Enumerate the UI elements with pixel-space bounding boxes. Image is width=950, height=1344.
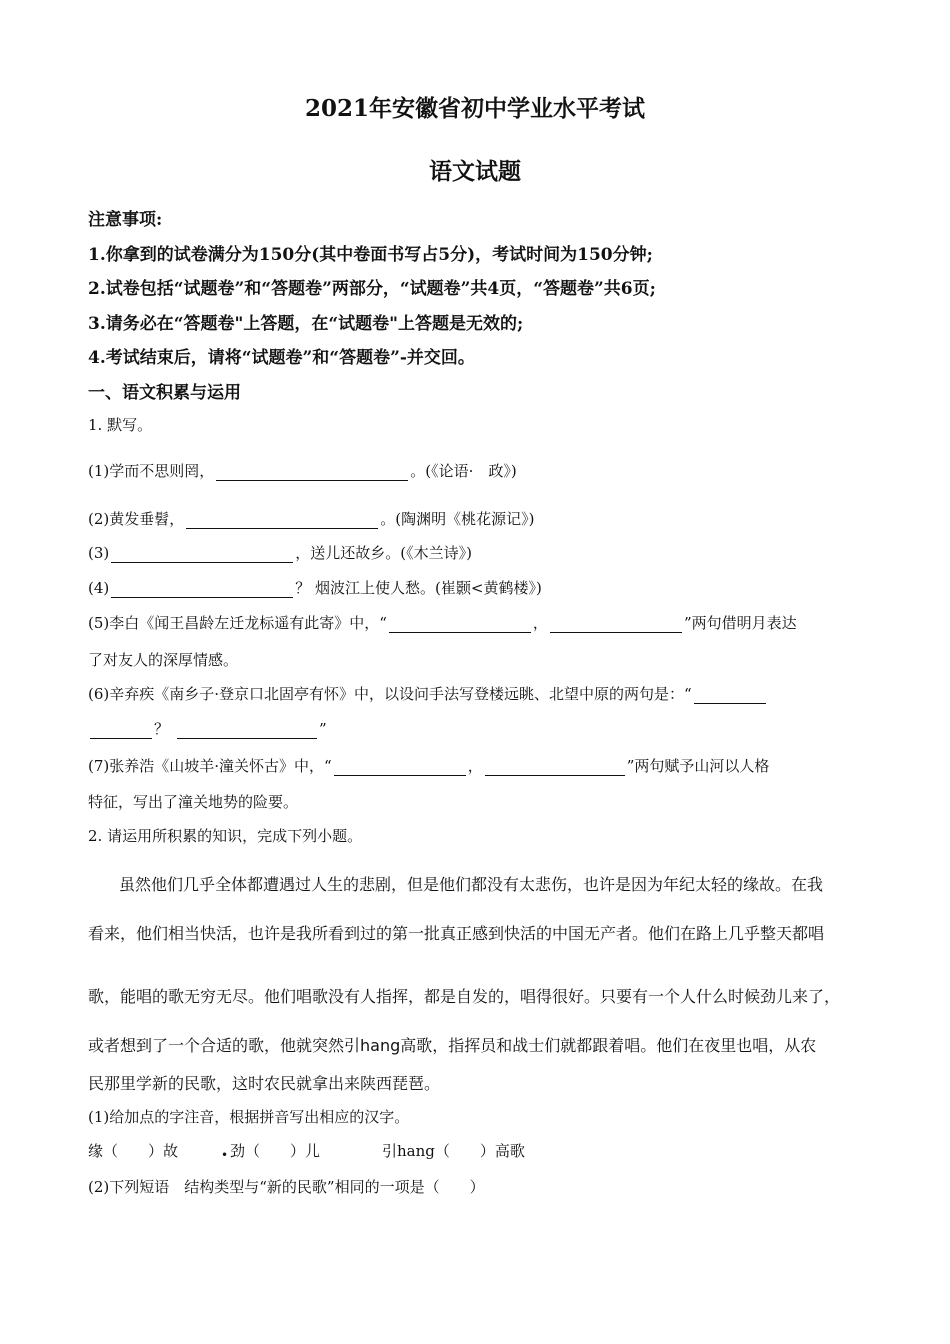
part-7-prefix: (7)张养浩《山坡羊·潼关怀古》中，“ (88, 757, 332, 775)
subject-title: 语文试题 (429, 158, 521, 185)
passage-line-5: 民那里学新的民歌，这时农民就拿出来陕西琵琶。 (88, 1074, 441, 1093)
part-2-suffix: 。(陶渊明《桃花源记》) (380, 510, 535, 528)
question-1-part-1 (88, 460, 517, 481)
part-3-suffix: ，送儿还故乡。(《木兰诗》) (295, 544, 472, 562)
question-1-part-5 (88, 612, 797, 633)
section-heading: 一、语文积累与运用 (88, 383, 241, 403)
answer-blank[interactable] (694, 687, 766, 704)
part-1-suffix: 。(《论语· 政》) (410, 462, 517, 480)
part-5-prefix: (5)李白《闻王昌龄左迁龙标遥有此寄》中，“ (88, 614, 387, 632)
question-1-part-7-cont: 特征，写出了潼关地势的险要。 (88, 793, 299, 811)
part-4-prefix: (4) (88, 579, 110, 597)
notice-item-4: 4.考试结束后，请将“试题卷”和“答题卷”-并交回。 (88, 348, 475, 368)
answer-blank[interactable] (550, 616, 682, 633)
exam-title: 2021年安徽省初中学业水平考试 (304, 95, 645, 122)
subquestion-1-item-c: 引hang（ ）高歌 (382, 1142, 525, 1160)
answer-blank[interactable] (389, 616, 531, 633)
answer-blank[interactable] (186, 512, 378, 529)
answer-blank[interactable] (216, 464, 408, 481)
passage-line-1: 虽然他们几乎全体都遭遇过人生的悲剧，但是他们都没有太悲伤，也许是因为年纪太轻的缘故。在我 (119, 875, 824, 894)
question-1-stem: 1. 默写。 (88, 416, 153, 434)
notice-heading: 注意事项: (88, 210, 163, 230)
question-1-part-5-cont: 了对友人的深厚情感。 (88, 651, 239, 669)
notice-item-1: 1.你拿到的试卷满分为150分(其中卷面书写占5分)，考试时间为150分钟; (88, 245, 653, 265)
passage-line-2: 看来，他们相当快活，也许是我所看到过的第一批真正感到快活的中国无产者。他们在路上几乎整天都唱 (88, 924, 825, 943)
question-1-part-6-cont (88, 718, 327, 739)
subquestion-1-item-b: 劲（ ）儿 (230, 1142, 321, 1160)
subquestion-1: (1)给加点的字注音，根据拼音写出相应的汉字。 (88, 1108, 410, 1126)
part-6-suffix: ” (319, 720, 327, 738)
subquestion-1-item-a: 缘（ ）故 (88, 1142, 179, 1160)
question-1-part-2 (88, 508, 534, 529)
part-5-suffix: ”两句借明月表达 (683, 614, 797, 632)
part-4-suffix: ？ 烟波江上使人愁。(崔颢<黄鹤楼》) (295, 579, 542, 597)
part-2-prefix: (2)黄发垂髫， (88, 510, 185, 528)
answer-blank[interactable] (177, 722, 317, 739)
part-7-comma: ， (467, 757, 483, 775)
answer-blank[interactable] (111, 581, 293, 598)
part-7-suffix: ”两句赋予山河以人格 (626, 757, 770, 775)
question-1-part-7 (88, 755, 769, 776)
answer-blank[interactable] (90, 722, 152, 739)
passage-line-4: 或者想到了一个合适的歌，他就突然引hang高歌，指挥员和战士们就都跟着唱。他们在夜里也唱，从农 (88, 1036, 817, 1055)
subquestion-2: (2)下列短语 结构类型与“新的民歌”相同的一项是（ ） (88, 1178, 485, 1196)
notice-item-2: 2.试卷包括“试题卷”和“答题卷”两部分，“试题卷”共4页，“答题卷”共6页; (88, 279, 656, 299)
question-1-part-3 (88, 542, 472, 563)
answer-blank[interactable] (111, 546, 293, 563)
part-3-prefix: (3) (88, 544, 110, 562)
answer-blank[interactable] (334, 759, 466, 776)
part-5-comma: ， (532, 614, 548, 632)
question-1-part-6 (88, 683, 768, 704)
part-6-question-mark: ？ (154, 720, 170, 738)
part-6-prefix: (6)辛弃疾《南乡子·登京口北固亭有怀》中，以设问手法写登楼远眺、北望中原的两句是：“ (88, 685, 692, 703)
passage-line-3: 歌，能唱的歌无穷无尽。他们唱歌没有人指挥，都是自发的，唱得很好。只要有一个人什么时候劲儿来了， (88, 987, 841, 1006)
emphasis-dot: • (221, 1148, 229, 1162)
answer-blank[interactable] (485, 759, 625, 776)
question-1-part-4 (88, 577, 542, 598)
question-2-stem: 2. 请运用所积累的知识，完成下列小题。 (88, 827, 363, 845)
notice-item-3: 3.请务必在“答题卷"上答题，在“试题卷"上答题是无效的; (88, 314, 524, 334)
part-1-prefix: (1)学而不思则罔， (88, 462, 215, 480)
